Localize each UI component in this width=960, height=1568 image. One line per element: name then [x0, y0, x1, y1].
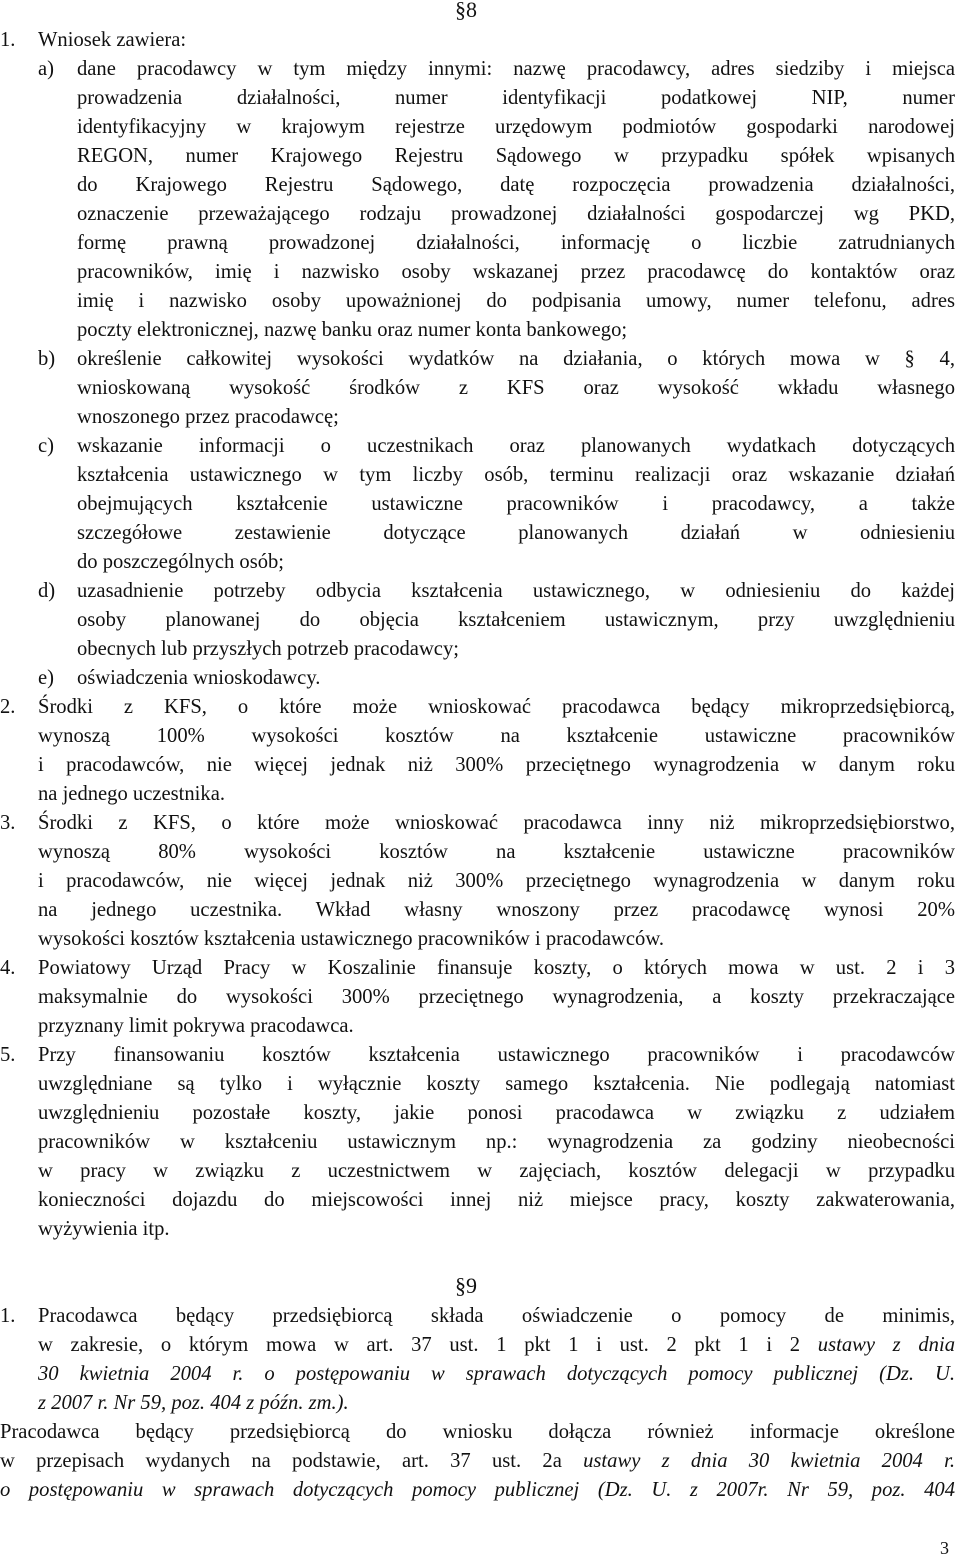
item-1-number: 1.	[0, 29, 16, 51]
subitem-c-line: wskazanie informacji o uczestnikach oraz planowanych wydatkach dotyczących	[77, 435, 955, 457]
item-2-line: na jednego uczestnika.	[38, 783, 225, 805]
item-5-number: 5.	[0, 1044, 16, 1066]
item-3-number: 3.	[0, 812, 16, 834]
subitem-a-line: poczty elektronicznej, nazwę banku oraz numer konta bankowego;	[77, 319, 628, 341]
item-5-line: konieczności dojazdu do miejscowości innej niż miejsce pracy, koszty zakwaterowania,	[38, 1189, 955, 1211]
statute-citation: ustawy z dnia	[817, 1334, 955, 1356]
item-3-line: i pracodawców, nie więcej jednak niż 300% przeciętnego wynagrodzenia w danym roku	[38, 870, 955, 892]
item-3-line: na jednego uczestnika. Wkład własny wnoszony przez pracodawcę wynosi 20%	[38, 899, 955, 921]
item-2-line: i pracodawców, nie więcej jednak niż 300% przeciętnego wynagrodzenia w danym roku	[38, 754, 955, 776]
subitem-d-line: osoby planowanej do objęcia kształceniem ustawicznym, przy uwzględnieniu	[77, 609, 955, 631]
statute-citation: 30 kwietnia 2004 r. o postępowaniu w sprawach dotyczących pomocy publicznej (Dz. U.	[38, 1363, 955, 1385]
item-5-line: uwzględnieniu pozostałe koszty, jakie ponosi pracodawca w związku z udziałem	[38, 1102, 955, 1124]
item-2-number: 2.	[0, 696, 16, 718]
subitem-d-label: d)	[38, 580, 56, 602]
statute-citation: o postępowaniu w sprawach dotyczących pomocy publicznej (Dz. U. z 2007r. Nr 59, poz. 404	[0, 1479, 955, 1501]
s9-item-1-line	[38, 1333, 955, 1357]
subitem-a-line: REGON, numer Krajowego Rejestru Sądowego w przypadku spółek wpisanych	[77, 145, 955, 167]
item-5-line: uwzględniane są tylko i wyłącznie koszty samego kształcenia. Nie podlegają natomiast	[38, 1073, 955, 1095]
subitem-c-label: c)	[38, 435, 54, 457]
s9-item-1-line-plain: w zakresie, o którym mowa w art. 37 ust. 1 pkt 1 i ust. 2 pkt 1 i 2	[38, 1334, 818, 1356]
subitem-a-label: a)	[38, 58, 54, 80]
subitem-c-line: szczegółowe zestawienie dotyczące planowanych działań w odniesieniu	[77, 522, 955, 544]
item-4-line: maksymalnie do wysokości 300% przeciętnego wynagrodzenia, a koszty przekraczające	[38, 986, 955, 1008]
statute-citation: ustawy z dnia 30 kwietnia 2004 r.	[583, 1450, 955, 1472]
s9-item-1-line	[38, 1391, 349, 1415]
s9-paragraph-line-plain: w przepisach wydanych na podstawie, art. 37 ust. 2a	[0, 1450, 584, 1472]
subitem-d-line: obecnych lub przyszłych potrzeb pracodawcy;	[77, 638, 459, 660]
subitem-c-line: obejmujących kształcenie ustawiczne pracowników i pracodawcy, a także	[77, 493, 955, 515]
page-number: 3	[940, 1538, 949, 1558]
subitem-e-label: e)	[38, 667, 54, 689]
s9-paragraph-line	[0, 1449, 955, 1473]
subitem-a-line: dane pracodawcy w tym między innymi: nazwę pracodawcy, adres siedziby i miejsca	[77, 58, 955, 80]
subitem-b-line: określenie całkowitej wysokości wydatków na działania, o których mowa w § 4,	[77, 348, 955, 370]
item-5-line: wyżywienia itp.	[38, 1218, 170, 1240]
item-3-line: wysokości kosztów kształcenia ustawicznego pracowników i pracodawców.	[38, 928, 665, 950]
subitem-a-line: oznaczenie przeważającego rodzaju prowadzonej działalności gospodarczej wg PKD,	[77, 203, 955, 225]
subitem-a-line: imię i nazwisko osoby upoważnionej do podpisania umowy, numer telefonu, adres	[77, 290, 955, 312]
subitem-a-line: prowadzenia działalności, numer identyfikacji podatkowej NIP, numer	[77, 87, 955, 109]
subitem-a-line: pracowników, imię i nazwisko osoby wskazanej przez pracodawcę do kontaktów oraz	[77, 261, 955, 283]
item-4-line: Powiatowy Urząd Pracy w Koszalinie finansuje koszty, o których mowa w ust. 2 i 3	[38, 957, 955, 979]
subitem-b-label: b)	[38, 348, 56, 370]
subitem-c-line: do poszczególnych osób;	[77, 551, 285, 573]
section-8-heading: §8	[455, 0, 477, 22]
item-4-number: 4.	[0, 957, 16, 979]
item-5-line: w pracy w związku z uczestnictwem w zajęciach, kosztów delegacji w przypadku	[38, 1160, 955, 1182]
item-3-line: Środki z KFS, o które może wnioskować pracodawca inny niż mikroprzedsiębiorstwo,	[38, 812, 955, 834]
subitem-c-line: kształcenia ustawicznego w tym liczby osób, terminu realizacji oraz wskazanie działań	[77, 464, 955, 486]
item-2-line: Środki z KFS, o które może wnioskować pracodawca będący mikroprzedsiębiorcą,	[38, 696, 955, 718]
s9-item-1-line	[38, 1362, 955, 1386]
s9-item-1-number: 1.	[0, 1305, 16, 1327]
item-1-text: Wniosek zawiera:	[38, 29, 187, 51]
statute-citation: z 2007 r. Nr 59, poz. 404 z późn. zm.).	[38, 1392, 349, 1414]
item-3-line: wynoszą 80% wysokości kosztów na kształcenie ustawiczne pracowników	[38, 841, 955, 863]
section-9-heading: §9	[455, 1273, 477, 1298]
subitem-b-line: wnoszonego przez pracodawcę;	[77, 406, 339, 428]
item-4-line: przyznany limit pokrywa pracodawca.	[38, 1015, 354, 1037]
s9-paragraph-line	[0, 1478, 955, 1502]
subitem-d-line: uzasadnienie potrzeby odbycia kształcenia ustawicznego, w odniesieniu do każdej	[77, 580, 955, 602]
s9-item-1-line: Pracodawca będący przedsiębiorcą składa oświadczenie o pomocy de minimis,	[38, 1305, 955, 1327]
s9-paragraph-line: Pracodawca będący przedsiębiorcą do wniosku dołącza również informacje określone	[0, 1421, 955, 1443]
subitem-b-line: wnioskowaną wysokość środków z KFS oraz wysokość wkładu własnego	[77, 377, 955, 399]
subitem-a-line: do Krajowego Rejestru Sądowego, datę rozpoczęcia prowadzenia działalności,	[77, 174, 955, 196]
item-2-line: wynoszą 100% wysokości kosztów na kształcenie ustawiczne pracowników	[38, 725, 955, 747]
subitem-a-line: formę prawną prowadzonej działalności, informację o liczbie zatrudnianych	[77, 232, 955, 254]
subitem-a-line: identyfikacyjny w krajowym rejestrze urzędowym podmiotów gospodarki narodowej	[77, 116, 955, 138]
subitem-e-line: oświadczenia wnioskodawcy.	[77, 667, 321, 689]
item-5-line: Przy finansowaniu kosztów kształcenia ustawicznego pracowników i pracodawców	[38, 1044, 955, 1066]
item-5-line: pracowników w kształceniu ustawicznym np.: wynagrodzenia za godziny nieobecności	[38, 1131, 955, 1153]
